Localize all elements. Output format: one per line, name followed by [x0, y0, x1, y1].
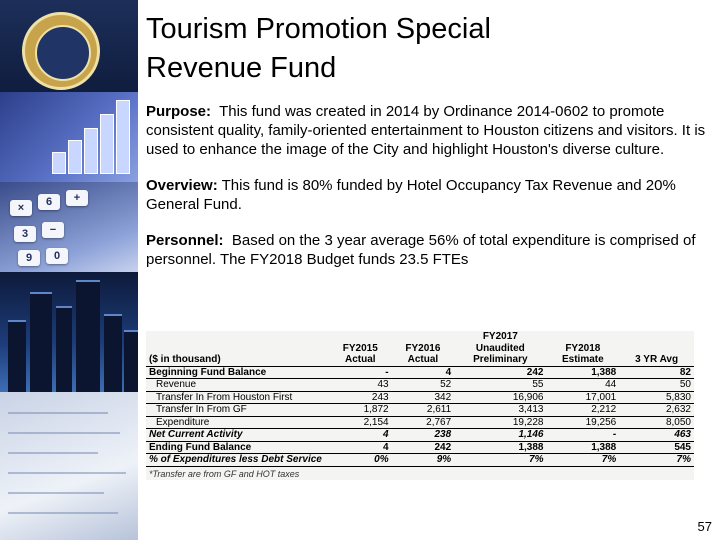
calculator-key-icon: 6: [38, 194, 60, 210]
title-line-1: Tourism Promotion Special: [146, 13, 491, 45]
column-header: [619, 331, 694, 343]
paper-line: [8, 412, 108, 414]
table-cell: 82: [619, 366, 694, 379]
table-cell: 2,154: [329, 416, 392, 429]
table-cell: 2,632: [619, 404, 694, 417]
column-header: Unaudited: [475, 342, 525, 354]
personnel-paragraph: [146, 231, 706, 269]
table-header-row: [146, 343, 694, 355]
purpose-text: This fund was created in 2014 by Ordinance 2014-0602 to promote consistent quality, family-oriented entertainment to Houston citizens and visitors. It is used to enhance the image of the City and highlight Houston's diverse culture.: [146, 103, 706, 158]
row-label: Transfer In From Houston First: [146, 391, 329, 404]
slide-body: [146, 102, 706, 286]
table-cell: 9%: [392, 454, 455, 467]
row-label: Beginning Fund Balance: [146, 366, 329, 379]
paper-line: [8, 432, 120, 434]
paper-line: [8, 452, 98, 454]
row-label: Ending Fund Balance: [146, 441, 329, 454]
table-cell: 7%: [619, 454, 694, 467]
chart-bar-icon: [116, 100, 130, 174]
table-cell: 4: [329, 441, 392, 454]
seal-panel: [0, 0, 138, 92]
table-cell: 2,611: [392, 404, 455, 417]
column-header: FY2018: [565, 342, 601, 354]
table-cell: 1,388: [546, 366, 619, 379]
table-cell: 43: [329, 379, 392, 392]
table-footnote: *Transfer are from GF and HOT taxes: [149, 469, 300, 480]
table-cell: 0%: [329, 454, 392, 467]
calculator-image: [0, 182, 138, 272]
building-icon: [30, 292, 52, 392]
column-header: Preliminary: [454, 354, 546, 366]
purpose-label: Purpose:: [146, 103, 212, 120]
table-cell: 238: [392, 429, 455, 442]
building-icon: [124, 330, 138, 392]
table-cell: -: [546, 429, 619, 442]
calculator-key-icon: 0: [46, 248, 68, 264]
table-cell: 2,767: [392, 416, 455, 429]
chart-bar-icon: [84, 128, 98, 174]
table-cell: 3,413: [454, 404, 546, 417]
table-cell: 1,872: [329, 404, 392, 417]
table-cell: 342: [392, 391, 455, 404]
table-row: [146, 454, 694, 467]
column-header: [619, 343, 694, 355]
fund-summary-table: [146, 331, 694, 480]
personnel-label: Personnel:: [146, 232, 224, 249]
table-header-row: [146, 331, 694, 343]
city-skyline-image: [0, 272, 138, 392]
table-row: [146, 379, 694, 392]
personnel-text: Based on the 3 year average 56% of total expenditure is comprised of personnel. The FY2018 Budget funds 23.5 FTEs: [146, 232, 696, 268]
column-header: [392, 331, 455, 343]
table-cell: 7%: [546, 454, 619, 467]
row-label: % of Expenditures less Debt Service: [146, 454, 329, 467]
column-header: Estimate: [546, 354, 619, 366]
unit-label: ($ in thousand): [146, 354, 329, 366]
table-row: [146, 429, 694, 442]
row-label: Revenue: [146, 379, 329, 392]
table-cell: 44: [546, 379, 619, 392]
column-header: Actual: [329, 354, 392, 366]
paper-line: [8, 512, 118, 514]
table-row: [146, 366, 694, 379]
building-icon: [8, 320, 26, 392]
bar-chart-image: [0, 92, 138, 182]
table-cell: -: [329, 366, 392, 379]
column-header: Actual: [392, 354, 455, 366]
overview-paragraph: [146, 176, 706, 214]
column-header: [329, 331, 392, 343]
row-label: Net Current Activity: [146, 429, 329, 442]
table-cell: 242: [454, 366, 546, 379]
purpose-paragraph: [146, 102, 706, 159]
title-line-2: Revenue Fund: [146, 52, 337, 84]
table-row: [146, 404, 694, 417]
calculator-key-icon: +: [66, 190, 88, 206]
footnote-row: [146, 466, 694, 480]
chart-bar-icon: [100, 114, 114, 174]
calculator-key-icon: 9: [18, 250, 40, 266]
paper-line: [8, 472, 126, 474]
table-cell: 17,001: [546, 391, 619, 404]
table-cell: 55: [454, 379, 546, 392]
calculator-key-icon: 3: [14, 226, 36, 242]
table-row: [146, 441, 694, 454]
chart-bar-icon: [52, 152, 66, 174]
table-cell: 16,906: [454, 391, 546, 404]
paper-line: [8, 492, 104, 494]
column-header: FY2017: [482, 331, 518, 343]
city-seal-logo: [22, 12, 100, 90]
row-label: Expenditure: [146, 416, 329, 429]
table-cell: 463: [619, 429, 694, 442]
table-cell: 50: [619, 379, 694, 392]
page-number: 57: [697, 519, 712, 534]
table-cell: 19,228: [454, 416, 546, 429]
spreadsheet-paper-image: [0, 392, 138, 540]
seal-center: [35, 25, 91, 81]
table-cell: 1,388: [546, 441, 619, 454]
table-cell: 4: [329, 429, 392, 442]
table-cell: 2,212: [546, 404, 619, 417]
table-cell: 1,146: [454, 429, 546, 442]
table-cell: 7%: [454, 454, 546, 467]
overview-text: This fund is 80% funded by Hotel Occupancy Tax Revenue and 20% General Fund.: [146, 177, 676, 213]
row-label: Transfer In From GF: [146, 404, 329, 417]
column-header: FY2015: [342, 342, 378, 354]
table-cell: 19,256: [546, 416, 619, 429]
decorative-sidebar: [0, 0, 138, 540]
building-icon: [56, 306, 72, 392]
table-header-row: [146, 354, 694, 366]
column-header: [546, 331, 619, 343]
table-cell: 52: [392, 379, 455, 392]
table-cell: 5,830: [619, 391, 694, 404]
building-icon: [76, 280, 100, 392]
building-icon: [104, 314, 122, 392]
column-header: FY2016: [405, 342, 441, 354]
chart-bar-icon: [68, 140, 82, 174]
table-cell: 545: [619, 441, 694, 454]
slide-title: [146, 10, 706, 88]
column-header: 3 YR Avg: [619, 354, 694, 366]
table-cell: 8,050: [619, 416, 694, 429]
table-cell: 242: [392, 441, 455, 454]
table-cell: 243: [329, 391, 392, 404]
overview-label: Overview:: [146, 177, 218, 194]
table-cell: 4: [392, 366, 455, 379]
table-row: [146, 416, 694, 429]
table-row: [146, 391, 694, 404]
calculator-key-icon: ×: [10, 200, 32, 216]
calculator-key-icon: −: [42, 222, 64, 238]
table-cell: 1,388: [454, 441, 546, 454]
